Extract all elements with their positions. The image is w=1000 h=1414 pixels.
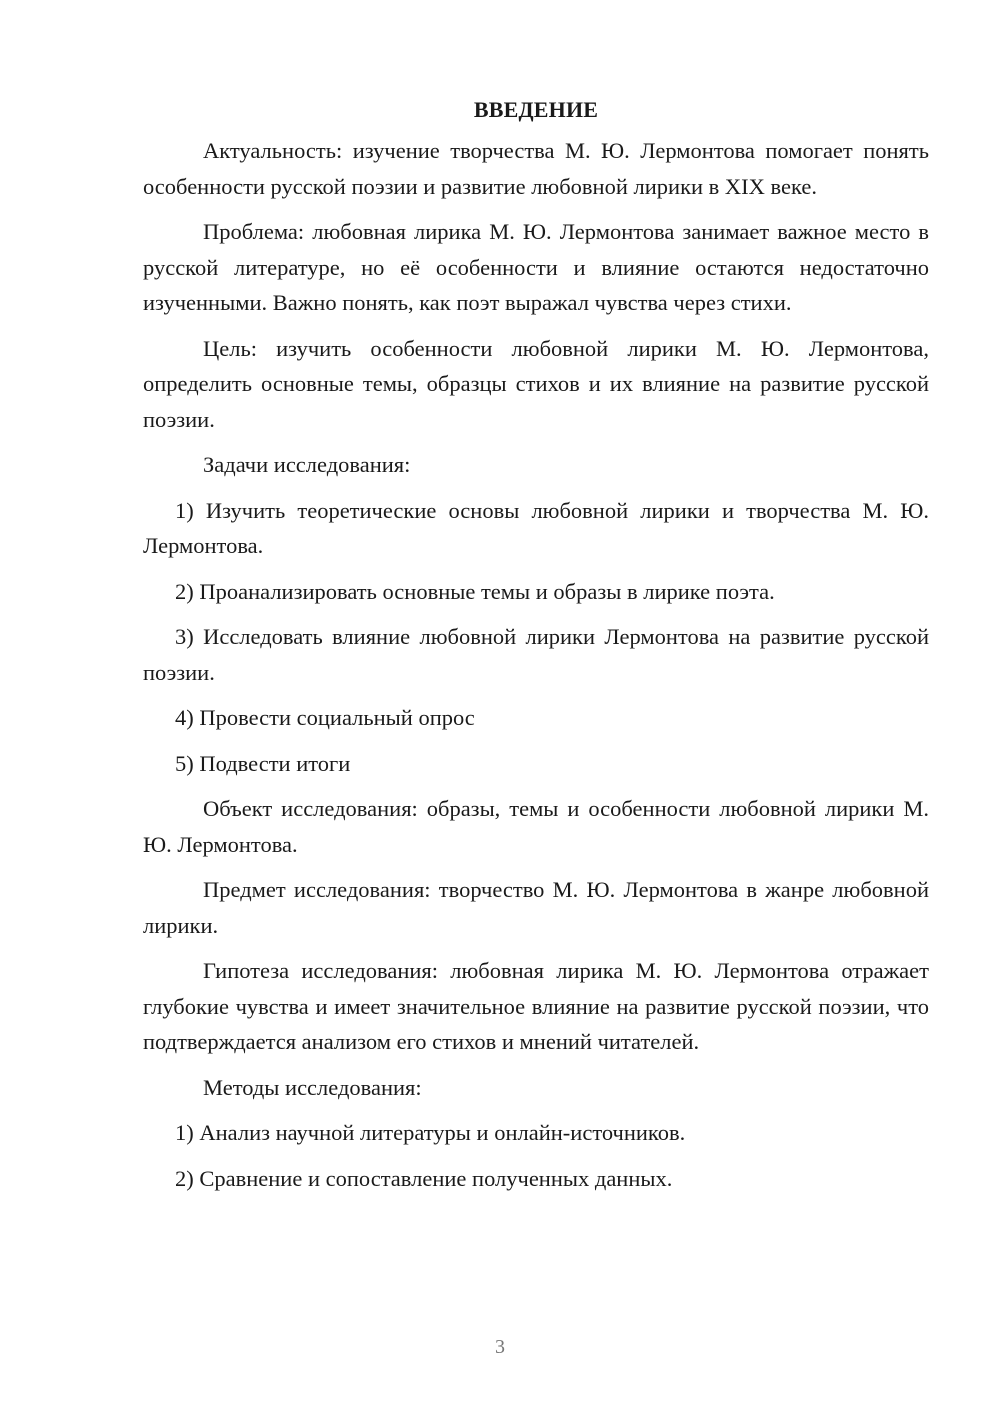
problem-paragraph: Проблема: любовная лирика М. Ю. Лермонтова занимает важное место в русской литературе, но её особенности и влияние остаются недостаточно изученными. Важно понять, как поэт выражал чувства через стихи. bbox=[143, 219, 929, 315]
object-paragraph: Объект исследования: образы, темы и особенности любовной лирики М. Ю. Лермонтова. bbox=[143, 796, 929, 857]
task-item-5: 5) Подвести итоги bbox=[175, 750, 351, 776]
goal-paragraph: Цель: изучить особенности любовной лирики М. Ю. Лермонтова, определить основные темы, образцы стихов и их влияние на развитие русской поэзии. bbox=[143, 335, 929, 432]
tasks-heading: Задачи исследования: bbox=[203, 452, 411, 477]
hypothesis-paragraph: Гипотеза исследования: любовная лирика М. Ю. Лермонтова отражает глубокие чувства и имеет значительное влияние на развитие русской поэзии, что подтверждается анализом его стихов и мнений читателей. bbox=[143, 958, 929, 1054]
task-item-4: 4) Провести социальный опрос bbox=[175, 705, 475, 730]
relevance-paragraph: Актуальность: изучение творчества М. Ю. Лермонтова помогает понять особенности русской поэзии и развитие любовной лирики в XIX веке. bbox=[143, 138, 929, 199]
subject-paragraph: Предмет исследования: творчество М. Ю. Лермонтова в жанре любовной лирики. bbox=[143, 877, 929, 938]
task-item-3: 3) Исследовать влияние любовной лирики Лермонтова на развитие русской поэзии. bbox=[143, 624, 929, 685]
methods-heading: Методы исследования: bbox=[203, 1074, 422, 1100]
page-number: 3 bbox=[495, 1336, 505, 1358]
task-item-1: 1) Изучить теоретические основы любовной лирики и творчества М. Ю. Лермонтова. bbox=[143, 497, 929, 558]
section-title: ВВЕДЕНИЕ bbox=[473, 97, 599, 122]
task-item-2: 2) Проанализировать основные темы и образы в лирике поэта. bbox=[175, 578, 775, 604]
method-item-1: 1) Анализ научной литературы и онлайн-источников. bbox=[175, 1120, 686, 1145]
method-item-2: 2) Сравнение и сопоставление полученных данных. bbox=[175, 1165, 673, 1191]
page-content bbox=[143, 92, 929, 1206]
